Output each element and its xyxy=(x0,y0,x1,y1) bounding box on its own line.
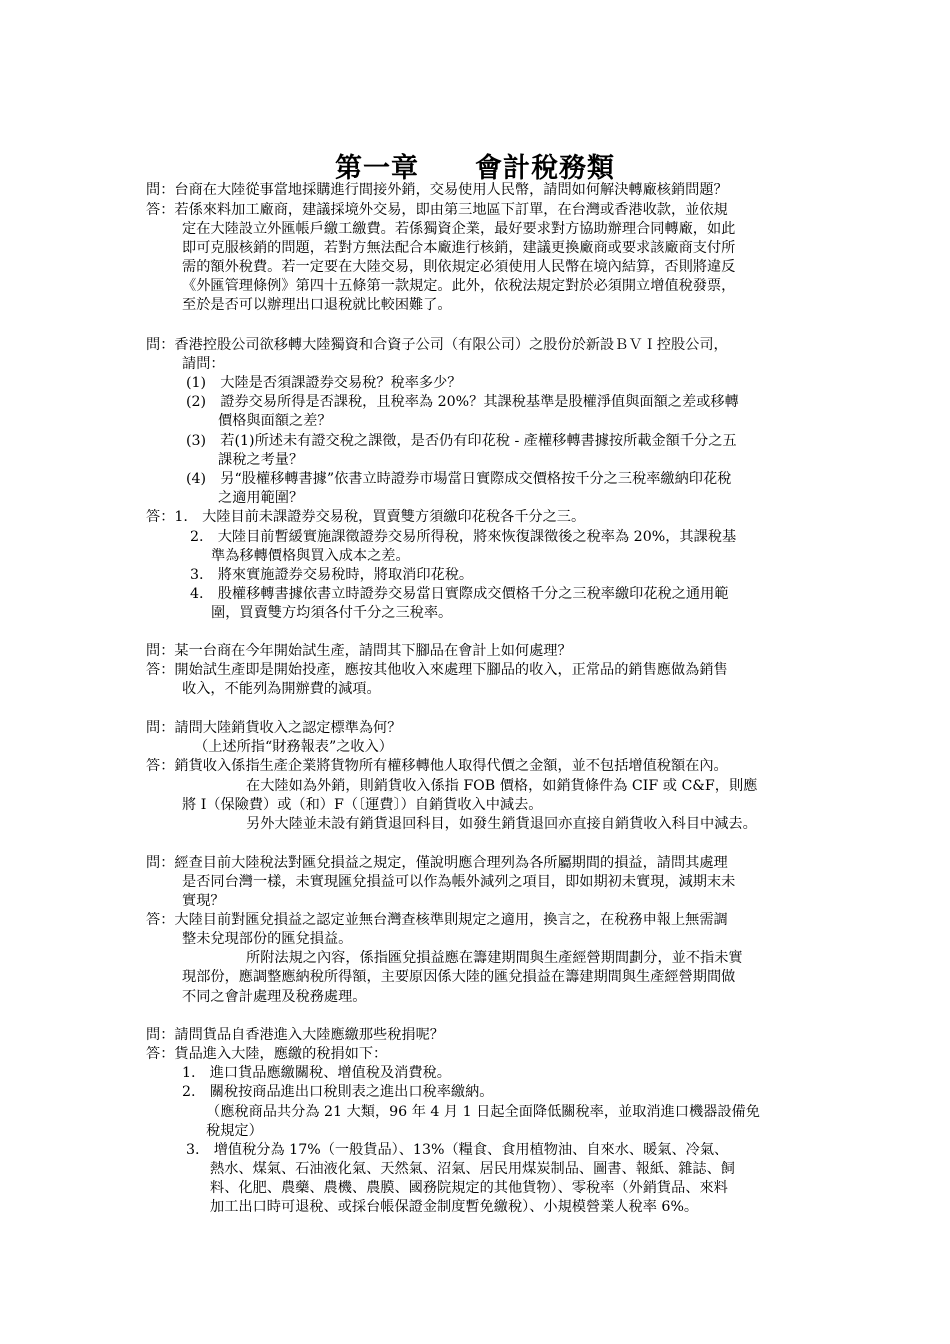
answer-text: 4. 股權移轉書據依書立時證券交易當日實際成交價格千分之三稅率繳印花稅之通用範 xyxy=(190,586,729,602)
chapter-title: 第一章 會計稅務類 xyxy=(335,153,615,184)
answer-text: 在大陸如為外銷，則銷貨收入係指 FOB 價格，如銷貨條件為 CIF 或 C&F，則應 xyxy=(246,778,758,794)
answer-text: 即可克服核銷的問題，若對方無法配合本廠進行核銷，建議更換廠商或要求該廠商支付所 xyxy=(182,240,736,256)
list-item: 課稅之考量？ xyxy=(218,452,304,468)
question-text: 請問： xyxy=(182,356,225,372)
answer-text: 答：開始試生產即是開始投產，應按其他收入來處理下腳品的收入，正常品的銷售應做為銷售 xyxy=(146,662,728,678)
question-text: 問：台商在大陸從事當地採購進行間接外銷，交易使用人民幣，請問如何解決轉廠核銷問題？ xyxy=(146,182,728,198)
answer-text: 答：若係來料加工廠商，建議採境外交易，即由第三地區下訂單，在台灣或香港收款，並依規 xyxy=(146,202,728,218)
answer-text: 所附法規之內容，係指匯兌損益應在籌建期間與生產經營期間劃分，並不指未實 xyxy=(246,950,743,966)
answer-text: 3. 增值稅分為 17%（一般貨品）、13%（糧食、食用植物油、自來水、暖氣、冷氣、 xyxy=(186,1142,729,1158)
answer-text: 答：銷貨收入係指生產企業將貨物所有權移轉他人取得代價之金額，並不包括增值稅額在內。 xyxy=(146,758,728,774)
answer-text: 至於是否可以辦理出口退稅就比較困難了。 xyxy=(182,297,452,313)
answer-text: 定在大陸設立外匯帳戶繳工繳費。若係獨資企業，最好要求對方協助辦理合同轉廠，如此 xyxy=(182,221,736,237)
question-text: 實現？ xyxy=(182,893,225,909)
question-text: 問：香港控股公司欲移轉大陸獨資和合資子公司（有限公司）之股份於新設ＢＶＩ控股公司， xyxy=(146,337,728,353)
answer-text: 圍，買賣雙方均須各付千分之三稅率。 xyxy=(211,605,453,621)
answer-text: 稅規定） xyxy=(206,1123,263,1139)
question-text: （上述所指“財務報表”之收入） xyxy=(194,739,393,755)
answer-text: 準為移轉價格與買入成本之差。 xyxy=(211,548,410,564)
answer-text: 熱水、煤氣、石油液化氣、天然氣、沼氣、居民用煤炭制品、圖書、報紙、雜誌、飼 xyxy=(210,1161,735,1177)
answer-text: 收入，不能列為開辦費的減項。 xyxy=(182,681,381,697)
answer-text: 1. 進口貨品應繳關稅、增值稅及消費稅。 xyxy=(182,1065,451,1081)
answer-text: 答：大陸目前對匯兌損益之認定並無台灣查核準則規定之適用，換言之，在稅務申報上無需調 xyxy=(146,912,728,928)
list-item: (3) 若(1)所述未有證交稅之課徵，是否仍有印花稅 - 產權移轉書據按所載金額千分之五 xyxy=(186,433,737,449)
answer-text: 另外大陸並未設有銷貨退回科目，如發生銷貨退回亦直接自銷貨收入科目中減去。 xyxy=(246,816,757,832)
question-text: 問：請問貨品自香港進入大陸應繳那些稅捐呢？ xyxy=(146,1027,444,1043)
answer-text: 需的額外稅費。若一定要在大陸交易，則依規定必須使用人民幣在境內結算，否則將違反 xyxy=(182,259,736,275)
list-item: (4) 另“股權移轉書據”依書立時證券市場當日實際成交價格按千分之三稅率繳納印花稅 xyxy=(186,471,732,487)
answer-text: 將 I（保險費）或（和）F（〔運費〕）自銷貨收入中減去。 xyxy=(182,797,543,813)
answer-text: 不同之會計處理及稅務處理。 xyxy=(182,989,367,1005)
list-item: (2) 證券交易所得是否課稅，且稅率為 20%？其課稅基準是股權淨值與面額之差或移轉 xyxy=(186,394,739,410)
list-item: 價格與面額之差？ xyxy=(218,413,332,429)
question-text: 問：某一台商在今年開始試生產，請問其下腳品在會計上如何處理？ xyxy=(146,643,572,659)
question-text: 問：請問大陸銷貨收入之認定標準為何？ xyxy=(146,720,402,736)
answer-text: （應稅商品共分為 21 大類，96 年 4 月 1 日起全面降低關稅率，並取消進口機器設備免 xyxy=(206,1104,760,1120)
answer-text: 答：1. 大陸目前未課證券交易稅，買賣雙方須繳印花稅各千分之三。 xyxy=(146,509,586,525)
answer-text: 答：貨品進入大陸，應繳的稅捐如下： xyxy=(146,1046,388,1062)
answer-text: 料、化肥、農藥、農機、農膜、國務院規定的其他貨物）、零稅率（外銷貨品、來料 xyxy=(210,1180,728,1196)
answer-text: 2. 關稅按商品進出口稅則表之進出口稅率繳納。 xyxy=(182,1084,494,1100)
list-item: 之適用範圍？ xyxy=(218,490,304,506)
answer-text: 《外匯管理條例》第四十五條第一款規定。此外，依稅法規定對於必須開立增值稅發票， xyxy=(182,278,736,294)
answer-text: 加工出口時可退稅、或採台帳保證金制度暫免繳稅）、小規模營業人稅率 6%。 xyxy=(210,1199,699,1215)
question-text: 問：經查目前大陸稅法對匯兌損益之規定，僅說明應合理列為各所屬期間的損益，請問其處理 xyxy=(146,855,728,871)
answer-text: 整未兌現部份的匯兌損益。 xyxy=(182,931,353,947)
answer-text: 現部份，應調整應納稅所得額，主要原因係大陸的匯兌損益在籌建期間與生產經營期間做 xyxy=(182,969,736,985)
list-item: (1) 大陸是否須課證券交易稅？稅率多少？ xyxy=(186,375,462,391)
answer-text: 3. 將來實施證券交易稅時，將取消印花稅。 xyxy=(190,567,474,583)
answer-text: 2. 大陸目前暫緩實施課徵證券交易所得稅，將來恢復課徵後之稅率為 20%，其課稅基 xyxy=(190,529,737,545)
question-text: 是否同台灣一樣，未實現匯兌損益可以作為帳外減列之項目，即如期初未實現，減期末未 xyxy=(182,874,736,890)
